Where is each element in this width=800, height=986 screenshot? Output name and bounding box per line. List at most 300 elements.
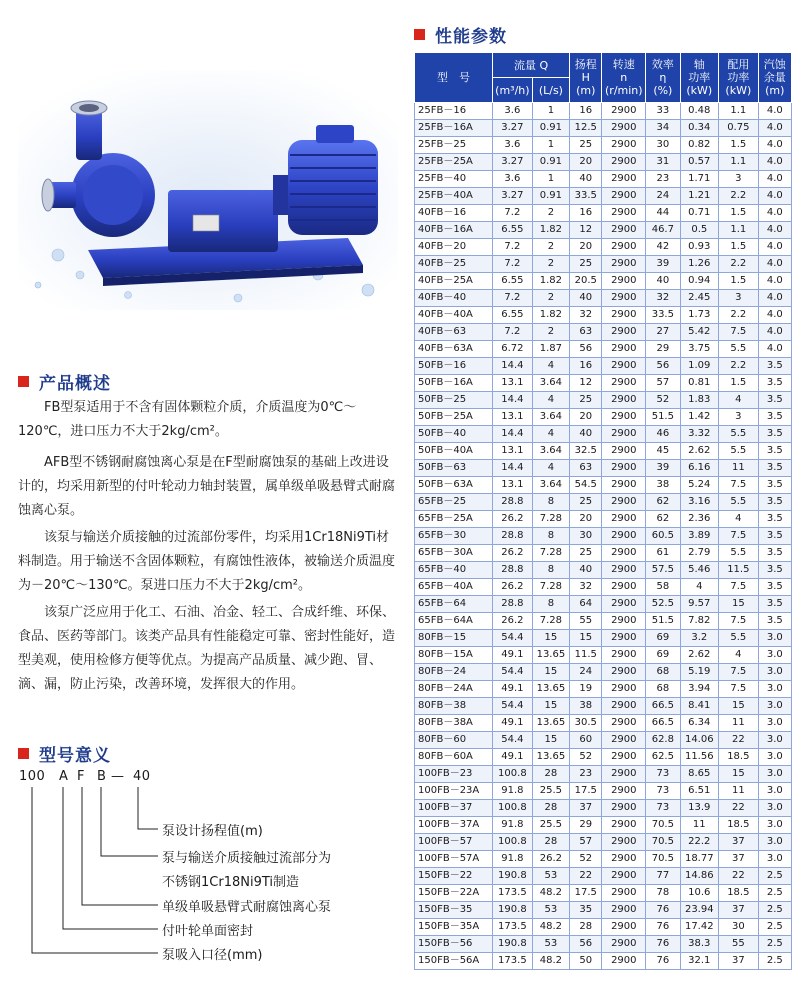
cell-model: 100FB－57A <box>415 851 493 868</box>
cell-model: 40FB－25 <box>415 256 493 273</box>
cell-model: 150FB－22 <box>415 868 493 885</box>
table-row <box>415 851 792 868</box>
cell-head: 25 <box>570 545 602 562</box>
code-part-dash: — <box>111 769 125 784</box>
cell-motor-power: 11.5 <box>719 562 759 579</box>
legend-head-value: 泵设计扬程值(m) <box>162 824 263 839</box>
cell-flow-m3h: 173.5 <box>493 885 533 902</box>
cell-motor-power: 5.5 <box>719 426 759 443</box>
cell-npsh: 4.0 <box>758 341 791 358</box>
cell-model: 65FB－40A <box>415 579 493 596</box>
cell-head: 38 <box>570 698 602 715</box>
table-row <box>415 562 792 579</box>
cell-model: 50FB－25A <box>415 409 493 426</box>
cell-head: 17.5 <box>570 783 602 800</box>
cell-npsh: 3.0 <box>758 766 791 783</box>
cell-model: 25FB－16A <box>415 120 493 137</box>
cell-motor-power: 11 <box>719 783 759 800</box>
table-row <box>415 239 792 256</box>
cell-efficiency: 73 <box>646 783 680 800</box>
cell-model: 65FB－64 <box>415 596 493 613</box>
cell-flow-m3h: 100.8 <box>493 766 533 783</box>
table-row <box>415 426 792 443</box>
cell-head: 64 <box>570 596 602 613</box>
cell-model: 40FB－25A <box>415 273 493 290</box>
cell-shaft-power: 4 <box>680 579 719 596</box>
cell-flow-m3h: 26.2 <box>493 613 533 630</box>
cell-efficiency: 44 <box>646 205 680 222</box>
cell-flow-m3h: 49.1 <box>493 715 533 732</box>
cell-efficiency: 76 <box>646 953 680 970</box>
cell-efficiency: 76 <box>646 902 680 919</box>
cell-motor-power: 2.2 <box>719 358 759 375</box>
table-row <box>415 783 792 800</box>
cell-shaft-power: 8.41 <box>680 698 719 715</box>
header-speed-symbol: n <box>620 71 628 84</box>
cell-speed: 2900 <box>602 766 646 783</box>
table-row <box>415 460 792 477</box>
header-flow-m3h: (m³/h) <box>493 78 533 103</box>
cell-speed: 2900 <box>602 341 646 358</box>
header-eff-symbol: η <box>659 71 667 84</box>
cell-npsh: 2.5 <box>758 919 791 936</box>
cell-flow-m3h: 49.1 <box>493 647 533 664</box>
cell-motor-power: 22 <box>719 800 759 817</box>
cell-efficiency: 62 <box>646 494 680 511</box>
cell-flow-m3h: 28.8 <box>493 562 533 579</box>
cell-efficiency: 33 <box>646 103 680 120</box>
cell-npsh: 3.0 <box>758 630 791 647</box>
header-shaft-mid: 功率 <box>688 71 711 84</box>
cell-shaft-power: 0.81 <box>680 375 719 392</box>
cell-shaft-power: 32.1 <box>680 953 719 970</box>
cell-flow-m3h: 28.8 <box>493 528 533 545</box>
header-head-unit: (m) <box>576 84 596 97</box>
cell-speed: 2900 <box>602 834 646 851</box>
overview-paragraph: FB型泵适用于不含有固体颗粒介质，介质温度为0℃～120℃，进口压力不大于2kg/cm²。 <box>18 400 357 439</box>
cell-head: 20 <box>570 154 602 171</box>
cell-speed: 2900 <box>602 205 646 222</box>
cell-head: 63 <box>570 460 602 477</box>
cell-model: 150FB－35 <box>415 902 493 919</box>
table-row <box>415 834 792 851</box>
cell-model: 100FB－37 <box>415 800 493 817</box>
cell-shaft-power: 23.94 <box>680 902 719 919</box>
cell-model: 50FB－40 <box>415 426 493 443</box>
cell-shaft-power: 0.34 <box>680 120 719 137</box>
cell-head: 20.5 <box>570 273 602 290</box>
cell-model: 50FB－40A <box>415 443 493 460</box>
cell-model: 65FB－64A <box>415 613 493 630</box>
cell-npsh: 3.5 <box>758 511 791 528</box>
cell-npsh: 4.0 <box>758 256 791 273</box>
cell-flow-ls: 13.65 <box>532 647 569 664</box>
cell-shaft-power: 6.51 <box>680 783 719 800</box>
cell-efficiency: 73 <box>646 800 680 817</box>
cell-flow-m3h: 54.4 <box>493 698 533 715</box>
cell-head: 40 <box>570 290 602 307</box>
cell-head: 17.5 <box>570 885 602 902</box>
cell-head: 32 <box>570 579 602 596</box>
cell-flow-ls: 4 <box>532 426 569 443</box>
table-row <box>415 885 792 902</box>
cell-motor-power: 30 <box>719 919 759 936</box>
cell-npsh: 2.5 <box>758 902 791 919</box>
table-row <box>415 647 792 664</box>
cell-npsh: 4.0 <box>758 205 791 222</box>
cell-efficiency: 38 <box>646 477 680 494</box>
cell-speed: 2900 <box>602 749 646 766</box>
cell-model: 40FB－20 <box>415 239 493 256</box>
header-shaft-title: 轴 <box>693 58 705 71</box>
cell-npsh: 3.5 <box>758 443 791 460</box>
cell-flow-m3h: 7.2 <box>493 290 533 307</box>
cell-npsh: 3.0 <box>758 647 791 664</box>
cell-speed: 2900 <box>602 239 646 256</box>
cell-flow-ls: 53 <box>532 868 569 885</box>
cell-head: 30.5 <box>570 715 602 732</box>
cell-motor-power: 7.5 <box>719 681 759 698</box>
cell-flow-ls: 0.91 <box>532 120 569 137</box>
cell-npsh: 3.0 <box>758 715 791 732</box>
cell-motor-power: 22 <box>719 868 759 885</box>
cell-motor-power: 37 <box>719 953 759 970</box>
cell-head: 20 <box>570 409 602 426</box>
cell-head: 12.5 <box>570 120 602 137</box>
cell-motor-power: 4 <box>719 392 759 409</box>
cell-model: 40FB－40 <box>415 290 493 307</box>
cell-motor-power: 1.5 <box>719 239 759 256</box>
cell-flow-m3h: 3.27 <box>493 120 533 137</box>
table-row <box>415 545 792 562</box>
cell-head: 25 <box>570 256 602 273</box>
cell-speed: 2900 <box>602 392 646 409</box>
cell-shaft-power: 0.48 <box>680 103 719 120</box>
cell-shaft-power: 22.2 <box>680 834 719 851</box>
cell-efficiency: 42 <box>646 239 680 256</box>
cell-shaft-power: 1.71 <box>680 171 719 188</box>
cell-head: 63 <box>570 324 602 341</box>
cell-motor-power: 2.2 <box>719 188 759 205</box>
cell-head: 11.5 <box>570 647 602 664</box>
cell-efficiency: 57.5 <box>646 562 680 579</box>
legend-material-line2: 不锈钢1Cr18Ni9Ti制造 <box>162 875 299 890</box>
code-part-a: A <box>59 769 69 784</box>
code-part-b: B <box>97 769 107 784</box>
cell-efficiency: 52.5 <box>646 596 680 613</box>
cell-flow-ls: 48.2 <box>532 953 569 970</box>
cell-flow-m3h: 13.1 <box>493 409 533 426</box>
cell-speed: 2900 <box>602 732 646 749</box>
cell-speed: 2900 <box>602 137 646 154</box>
cell-npsh: 2.5 <box>758 953 791 970</box>
cell-shaft-power: 3.32 <box>680 426 719 443</box>
cell-model: 40FB－16 <box>415 205 493 222</box>
cell-flow-ls: 13.65 <box>532 749 569 766</box>
cell-motor-power: 11 <box>719 460 759 477</box>
cell-speed: 2900 <box>602 817 646 834</box>
cell-flow-ls: 1 <box>532 137 569 154</box>
cell-motor-power: 1.1 <box>719 103 759 120</box>
cell-npsh: 3.5 <box>758 545 791 562</box>
cell-model: 80FB－38A <box>415 715 493 732</box>
header-motor-title: 配用 <box>727 58 750 71</box>
cell-efficiency: 69 <box>646 630 680 647</box>
cell-model: 50FB－16A <box>415 375 493 392</box>
cell-speed: 2900 <box>602 324 646 341</box>
cell-head: 25 <box>570 392 602 409</box>
overview-paragraph: 该泵与输送介质接触的过流部份零件，均采用1Cr18Ni9Ti材料制造。用于输送不含固体颗粒，有腐蚀性液体，被输送介质温度为－20℃～130℃。泵进口压力不大于2kg/cm²。 <box>18 530 396 593</box>
cell-motor-power: 3 <box>719 171 759 188</box>
cell-flow-m3h: 7.2 <box>493 239 533 256</box>
cell-speed: 2900 <box>602 409 646 426</box>
cell-shaft-power: 1.21 <box>680 188 719 205</box>
cell-head: 20 <box>570 511 602 528</box>
cell-motor-power: 7.5 <box>719 579 759 596</box>
table-row <box>415 681 792 698</box>
cell-motor-power: 7.5 <box>719 528 759 545</box>
cell-efficiency: 66.5 <box>646 698 680 715</box>
header-npsh-mid: 余量 <box>763 71 786 84</box>
cell-head: 28 <box>570 919 602 936</box>
cell-head: 12 <box>570 222 602 239</box>
cell-npsh: 3.0 <box>758 783 791 800</box>
cell-efficiency: 23 <box>646 171 680 188</box>
cell-flow-ls: 53 <box>532 936 569 953</box>
cell-flow-m3h: 7.2 <box>493 324 533 341</box>
cell-speed: 2900 <box>602 545 646 562</box>
table-row <box>415 375 792 392</box>
cell-head: 52 <box>570 749 602 766</box>
code-part-head: 40 <box>133 769 151 784</box>
table-row <box>415 902 792 919</box>
cell-flow-m3h: 6.55 <box>493 307 533 324</box>
model-meaning-heading-text: 型号意义 <box>39 746 111 766</box>
cell-speed: 2900 <box>602 307 646 324</box>
table-row <box>415 800 792 817</box>
bullet-square-icon <box>414 29 425 40</box>
cell-flow-m3h: 91.8 <box>493 783 533 800</box>
cell-efficiency: 27 <box>646 324 680 341</box>
cell-head: 30 <box>570 528 602 545</box>
cell-shaft-power: 2.79 <box>680 545 719 562</box>
cell-motor-power: 37 <box>719 851 759 868</box>
cell-npsh: 4.0 <box>758 222 791 239</box>
cell-shaft-power: 13.9 <box>680 800 719 817</box>
cell-shaft-power: 6.16 <box>680 460 719 477</box>
cell-shaft-power: 3.16 <box>680 494 719 511</box>
cell-flow-ls: 4 <box>532 392 569 409</box>
table-row <box>415 103 792 120</box>
cell-flow-ls: 3.64 <box>532 477 569 494</box>
cell-shaft-power: 8.65 <box>680 766 719 783</box>
cell-model: 65FB－25 <box>415 494 493 511</box>
cell-efficiency: 76 <box>646 936 680 953</box>
cell-npsh: 2.5 <box>758 936 791 953</box>
cell-flow-m3h: 49.1 <box>493 749 533 766</box>
cell-flow-ls: 15 <box>532 664 569 681</box>
cell-speed: 2900 <box>602 222 646 239</box>
cell-model: 65FB－30A <box>415 545 493 562</box>
cell-flow-m3h: 173.5 <box>493 953 533 970</box>
cell-shaft-power: 5.24 <box>680 477 719 494</box>
cell-speed: 2900 <box>602 630 646 647</box>
table-row <box>415 732 792 749</box>
cell-motor-power: 2.2 <box>719 256 759 273</box>
cell-model: 40FB－16A <box>415 222 493 239</box>
cell-efficiency: 39 <box>646 460 680 477</box>
cell-flow-m3h: 91.8 <box>493 851 533 868</box>
cell-flow-m3h: 54.4 <box>493 732 533 749</box>
cell-efficiency: 34 <box>646 120 680 137</box>
cell-shaft-power: 17.42 <box>680 919 719 936</box>
table-row <box>415 256 792 273</box>
cell-shaft-power: 5.42 <box>680 324 719 341</box>
performance-table-body <box>415 103 792 970</box>
cell-shaft-power: 11.56 <box>680 749 719 766</box>
cell-flow-ls: 28 <box>532 834 569 851</box>
table-row <box>415 766 792 783</box>
cell-flow-ls: 15 <box>532 732 569 749</box>
cell-efficiency: 61 <box>646 545 680 562</box>
code-part-diameter: 100 <box>19 769 46 784</box>
cell-npsh: 4.0 <box>758 154 791 171</box>
cell-motor-power: 7.5 <box>719 613 759 630</box>
cell-speed: 2900 <box>602 511 646 528</box>
cell-head: 23 <box>570 766 602 783</box>
header-npsh-unit: (m) <box>765 84 785 97</box>
cell-npsh: 2.5 <box>758 885 791 902</box>
cell-speed: 2900 <box>602 681 646 698</box>
cell-shaft-power: 5.19 <box>680 664 719 681</box>
cell-shaft-power: 14.86 <box>680 868 719 885</box>
cell-speed: 2900 <box>602 562 646 579</box>
cell-shaft-power: 5.46 <box>680 562 719 579</box>
table-row <box>415 664 792 681</box>
cell-speed: 2900 <box>602 375 646 392</box>
cell-flow-ls: 7.28 <box>532 613 569 630</box>
cell-head: 16 <box>570 358 602 375</box>
cell-speed: 2900 <box>602 290 646 307</box>
cell-speed: 2900 <box>602 698 646 715</box>
cell-motor-power: 55 <box>719 936 759 953</box>
cell-flow-m3h: 14.4 <box>493 392 533 409</box>
cell-flow-ls: 25.5 <box>532 783 569 800</box>
cell-speed: 2900 <box>602 256 646 273</box>
table-row <box>415 273 792 290</box>
cell-flow-ls: 8 <box>532 528 569 545</box>
cell-model: 80FB－60 <box>415 732 493 749</box>
cell-motor-power: 5.5 <box>719 443 759 460</box>
cell-flow-m3h: 28.8 <box>493 596 533 613</box>
cell-efficiency: 70.5 <box>646 834 680 851</box>
cell-npsh: 3.5 <box>758 392 791 409</box>
cell-flow-m3h: 26.2 <box>493 545 533 562</box>
cell-model: 65FB－25A <box>415 511 493 528</box>
cell-model: 50FB－63A <box>415 477 493 494</box>
cell-flow-ls: 15 <box>532 698 569 715</box>
cell-head: 35 <box>570 902 602 919</box>
cell-npsh: 3.5 <box>758 596 791 613</box>
cell-model: 40FB－40A <box>415 307 493 324</box>
cell-head: 25 <box>570 494 602 511</box>
cell-npsh: 4.0 <box>758 171 791 188</box>
cell-speed: 2900 <box>602 868 646 885</box>
cell-model: 50FB－25 <box>415 392 493 409</box>
cell-npsh: 3.0 <box>758 681 791 698</box>
cell-shaft-power: 11 <box>680 817 719 834</box>
cell-shaft-power: 1.83 <box>680 392 719 409</box>
header-npsh <box>758 53 791 103</box>
table-row <box>415 528 792 545</box>
cell-flow-m3h: 91.8 <box>493 817 533 834</box>
cell-head: 40 <box>570 426 602 443</box>
cell-npsh: 3.5 <box>758 494 791 511</box>
legend-inlet-diameter: 泵吸入口径(mm) <box>162 948 263 963</box>
cell-flow-ls: 2 <box>532 239 569 256</box>
header-head-title: 扬程 <box>574 58 597 71</box>
cell-motor-power: 7.5 <box>719 324 759 341</box>
cell-model: 65FB－30 <box>415 528 493 545</box>
cell-npsh: 3.5 <box>758 426 791 443</box>
header-motor-unit: (kW) <box>725 84 752 97</box>
cell-flow-ls: 13.65 <box>532 681 569 698</box>
cell-npsh: 2.5 <box>758 868 791 885</box>
cell-motor-power: 11 <box>719 715 759 732</box>
cell-flow-m3h: 28.8 <box>493 494 533 511</box>
table-row <box>415 358 792 375</box>
table-row <box>415 698 792 715</box>
table-row <box>415 868 792 885</box>
cell-flow-m3h: 14.4 <box>493 460 533 477</box>
cell-npsh: 3.0 <box>758 800 791 817</box>
cell-shaft-power: 0.57 <box>680 154 719 171</box>
cell-motor-power: 0.75 <box>719 120 759 137</box>
cell-flow-m3h: 3.6 <box>493 137 533 154</box>
cell-motor-power: 3 <box>719 290 759 307</box>
cell-head: 40 <box>570 562 602 579</box>
header-eff-title: 效率 <box>651 58 674 71</box>
cell-motor-power: 22 <box>719 732 759 749</box>
cell-speed: 2900 <box>602 528 646 545</box>
cell-flow-ls: 3.64 <box>532 409 569 426</box>
cell-model: 65FB－40 <box>415 562 493 579</box>
cell-motor-power: 15 <box>719 766 759 783</box>
cell-shaft-power: 10.6 <box>680 885 719 902</box>
cell-model: 80FB－24A <box>415 681 493 698</box>
cell-head: 16 <box>570 205 602 222</box>
cell-speed: 2900 <box>602 613 646 630</box>
table-row <box>415 443 792 460</box>
cell-model: 100FB－23A <box>415 783 493 800</box>
cell-motor-power: 1.5 <box>719 137 759 154</box>
cell-head: 54.5 <box>570 477 602 494</box>
table-row <box>415 137 792 154</box>
cell-shaft-power: 6.34 <box>680 715 719 732</box>
table-row <box>415 613 792 630</box>
cell-head: 32 <box>570 307 602 324</box>
table-row <box>415 596 792 613</box>
cell-flow-m3h: 14.4 <box>493 358 533 375</box>
cell-efficiency: 29 <box>646 341 680 358</box>
cell-speed: 2900 <box>602 494 646 511</box>
cell-flow-ls: 25.5 <box>532 817 569 834</box>
table-row <box>415 171 792 188</box>
cell-motor-power: 1.1 <box>719 154 759 171</box>
cell-efficiency: 68 <box>646 664 680 681</box>
cell-speed: 2900 <box>602 154 646 171</box>
cell-shaft-power: 0.93 <box>680 239 719 256</box>
